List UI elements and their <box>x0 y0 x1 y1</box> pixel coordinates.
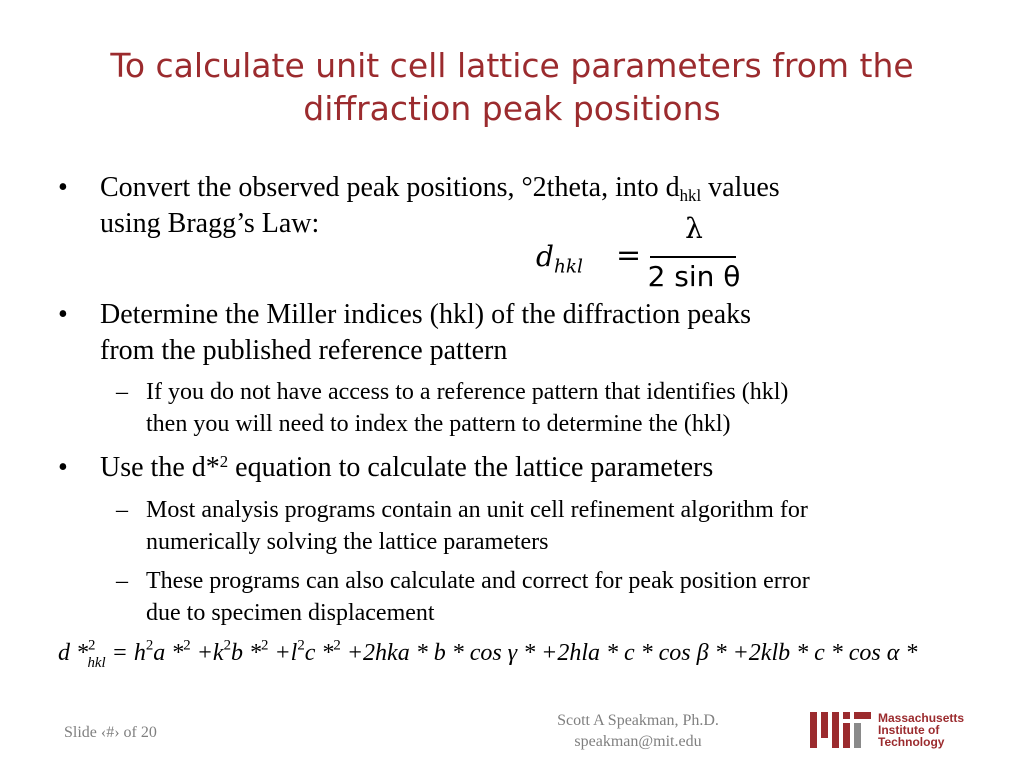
bullet-dot: • <box>58 452 68 483</box>
sub-bullet-reference-pattern <box>116 376 789 440</box>
dstar-term: +2hka * b * cos γ * +2hla * c * cos β * +2klb * c * cos α * <box>340 640 918 666</box>
sub-bullet-text: due to specimen displacement <box>146 600 435 626</box>
title-line-2: diffraction peak positions <box>303 89 721 128</box>
bullet-text: Convert the observed peak positions, °2theta, into d <box>100 172 680 203</box>
braggs-law-equation <box>536 214 766 294</box>
bullet-text: Use the d* <box>100 452 220 483</box>
sub-bullet-dash: – <box>116 379 128 405</box>
sub-bullet-peak-position-error <box>116 565 810 629</box>
equation-denominator: 2 sin θ <box>647 260 741 293</box>
logo-line: Institute of <box>878 723 940 737</box>
logo-line: Technology <box>878 735 945 749</box>
equals-sign: = <box>616 238 642 273</box>
author-name: Scott A Speakman, Ph.D. <box>557 712 719 729</box>
equation-lhs: $d_{hkl}$ <box>536 240 583 278</box>
sub-bullet-dash: – <box>116 568 128 594</box>
fraction-bar <box>650 256 736 258</box>
bullet-miller-indices <box>58 297 752 369</box>
slide-number: Slide ‹#› of 20 <box>64 724 157 741</box>
sub-bullet-text: numerically solving the lattice parameters <box>146 529 549 555</box>
equation-numerator: λ <box>685 212 703 245</box>
bullet-text: using Bragg’s Law: <box>100 208 320 239</box>
dstar-squared-equation <box>58 636 917 670</box>
sub-bullet-text: If you do not have access to a reference pattern that identifies (hkl) <box>146 379 789 405</box>
subscript-hkl: hkl <box>679 186 702 206</box>
author-email: speakman@mit.edu <box>574 733 702 750</box>
title-line-1: To calculate unit cell lattice parameters from the <box>110 46 914 85</box>
dstar-lhs: d * <box>58 640 88 666</box>
dstar-sup: 2 <box>145 637 154 654</box>
bullet-text: from the published reference pattern <box>100 335 508 366</box>
dstar-sup: 2 <box>261 637 269 654</box>
dstar-term: +k <box>190 640 224 666</box>
mit-logo-text <box>878 712 988 748</box>
bullet-text: values <box>701 172 780 203</box>
logo-line: Massachusetts <box>878 711 965 725</box>
dstar-term: +l <box>268 640 298 666</box>
sub-bullet-text: then you will need to index the pattern to determine the (hkl) <box>146 411 731 437</box>
author-info <box>520 710 756 752</box>
dstar-sup: 2 <box>297 637 305 654</box>
bullet-text: equation to calculate the lattice parameters <box>228 452 714 483</box>
slide-title <box>60 44 964 130</box>
dstar-sup: 2 <box>223 637 231 654</box>
bullet-dot: • <box>58 172 68 203</box>
sub-bullet-dash: – <box>116 497 128 523</box>
dstar-term: = h <box>105 640 146 666</box>
sub-bullet-refinement-algorithm <box>116 494 808 558</box>
sub-bullet-text: Most analysis programs contain an unit cell refinement algorithm for <box>146 497 808 523</box>
bullet-text: Determine the Miller indices (hkl) of the diffraction peaks <box>100 299 752 330</box>
sub-bullet-text: These programs can also calculate and correct for peak position error <box>146 568 810 594</box>
bullet-dot: • <box>58 299 68 330</box>
dstar-lhs-sup: 2 <box>88 637 96 654</box>
bullet-dstar-equation <box>58 450 714 486</box>
dstar-term: a * <box>153 640 184 666</box>
dstar-term: b * <box>231 640 261 666</box>
dstar-term: c * <box>304 640 334 666</box>
dstar-sup: 2 <box>333 637 341 654</box>
dstar-lhs-sub: hkl <box>87 654 106 671</box>
dstar-sup: 2 <box>183 637 191 654</box>
superscript-2: 2 <box>219 451 229 471</box>
